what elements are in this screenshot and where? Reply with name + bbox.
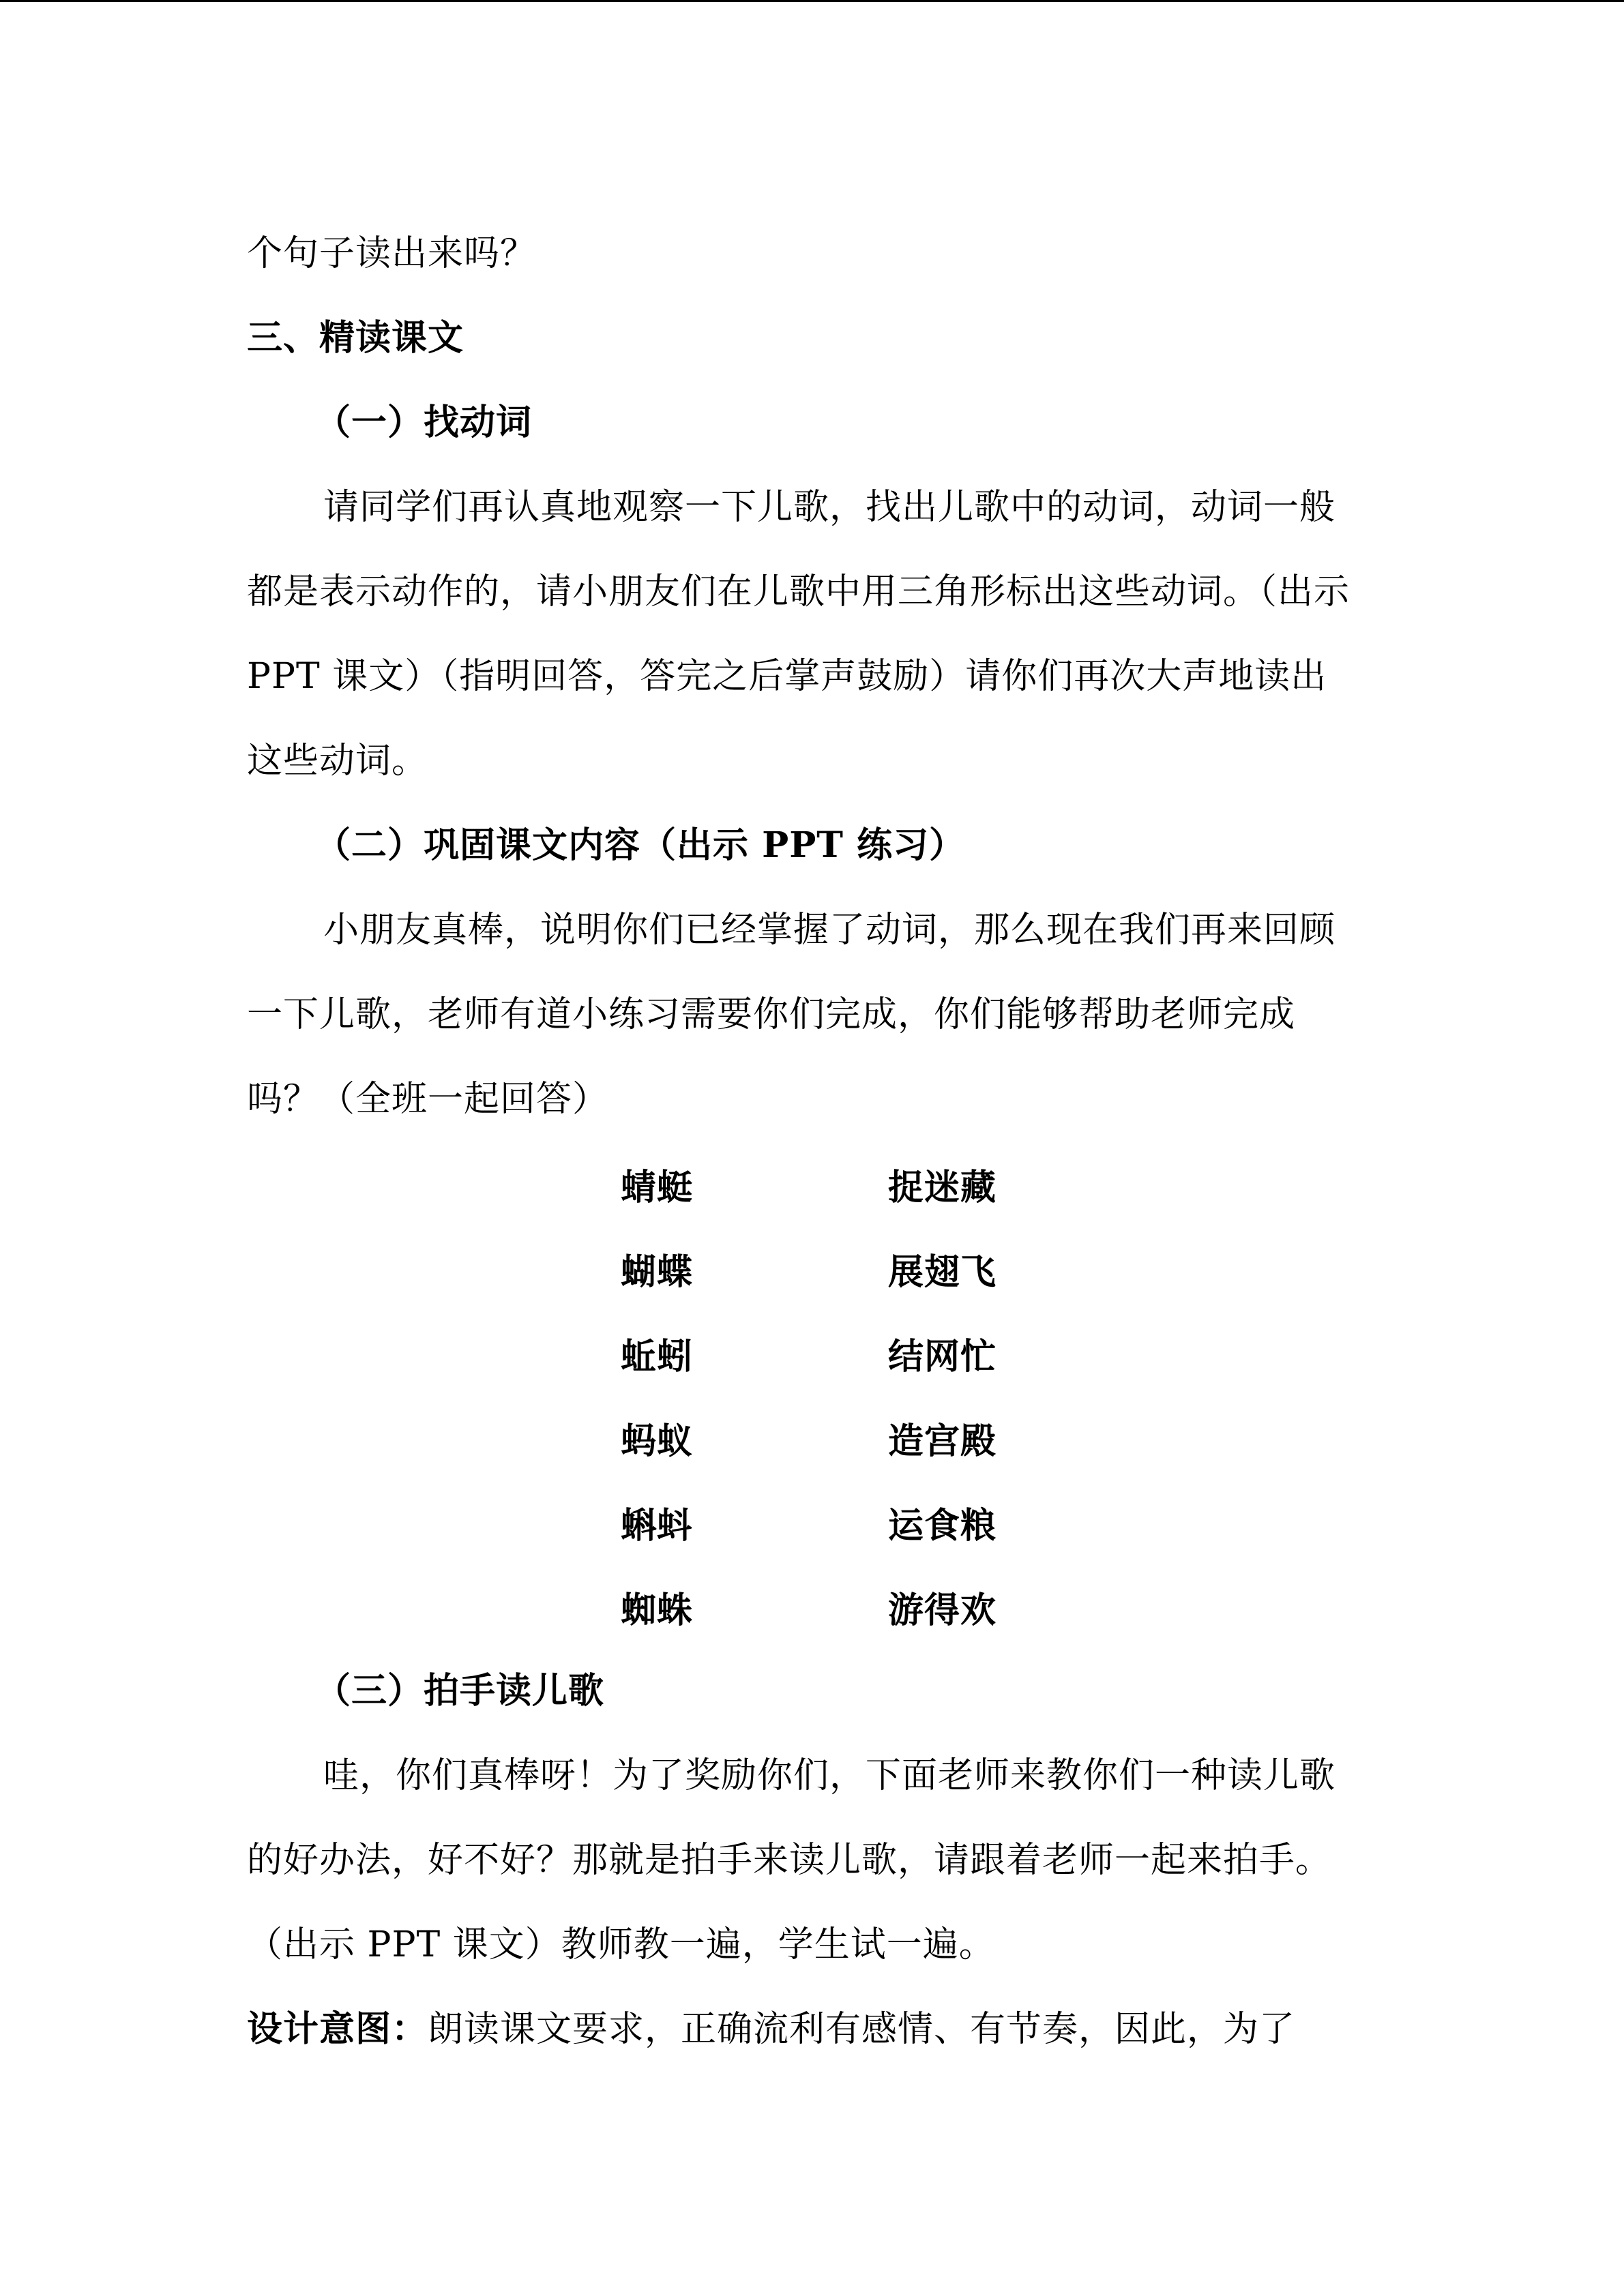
page-top-border <box>0 0 1624 2</box>
subheading-clap-read: （三）拍手读儿歌 <box>315 1670 605 1712</box>
action-phrase: 游得欢 <box>888 1589 997 1631</box>
animal-word: 蚂蚁 <box>621 1420 694 1462</box>
action-phrase: 展翅飞 <box>888 1251 997 1293</box>
action-phrase: 造宫殿 <box>888 1420 997 1462</box>
animal-word: 蜘蛛 <box>621 1589 694 1631</box>
animal-word: 蜻蜓 <box>621 1166 694 1208</box>
word-pair-row <box>621 1142 1093 1226</box>
paragraph-clap-read: 哇，你们真棒呀！为了奖励你们，下面老师来教你们一种读儿歌的好办法，好不好？那就是拍手来读儿歌，请跟着老师一起来拍手。（出示 PPT 课文）教师教一遍，学生试一遍。 <box>247 1755 1336 1965</box>
word-pair-row <box>621 1564 1093 1649</box>
word-pair-row <box>621 1480 1093 1564</box>
paragraph-consolidate: 小朋友真棒，说明你们已经掌握了动词，那么现在我们再来回顾一下儿歌，老师有道小练习需要你们完成，你们能够帮助老师完成吗？（全班一起回答） <box>247 910 1336 1120</box>
word-matching-table <box>621 1142 1093 1649</box>
action-phrase: 捉迷藏 <box>888 1166 997 1208</box>
animal-word: 蝴蝶 <box>621 1251 694 1293</box>
action-phrase: 运食粮 <box>888 1504 997 1547</box>
action-phrase: 结网忙 <box>888 1335 997 1377</box>
continued-line: 个句子读出来吗？ <box>247 233 537 274</box>
word-pair-row <box>621 1311 1093 1395</box>
paragraph-find-verbs: 请同学们再认真地观察一下儿歌，找出儿歌中的动词，动词一般都是表示动作的，请小朋友们在儿歌中用三角形标出这些动词。（出示 PPT 课文）（指明回答，答完之后掌声鼓励）请你们再次大声地读出这些动词。 <box>247 487 1350 781</box>
subheading-consolidate: （二）巩固课文内容（出示 PPT 练习） <box>315 824 966 866</box>
design-intent-label: 设计意图： <box>247 2008 428 2050</box>
animal-word: 蚯蚓 <box>621 1335 694 1377</box>
animal-word: 蝌蚪 <box>621 1504 694 1547</box>
design-intent-line <box>247 1987 1355 2072</box>
document-page <box>247 211 1355 2072</box>
word-pair-row <box>621 1395 1093 1480</box>
design-intent-text: 朗读课文要求，正确流利有感情、有节奏，因此，为了 <box>428 2009 1296 2050</box>
word-pair-row <box>621 1226 1093 1311</box>
subheading-find-verbs: （一）找动词 <box>315 402 533 443</box>
section-heading-close-reading: 三、精读课文 <box>247 317 464 359</box>
